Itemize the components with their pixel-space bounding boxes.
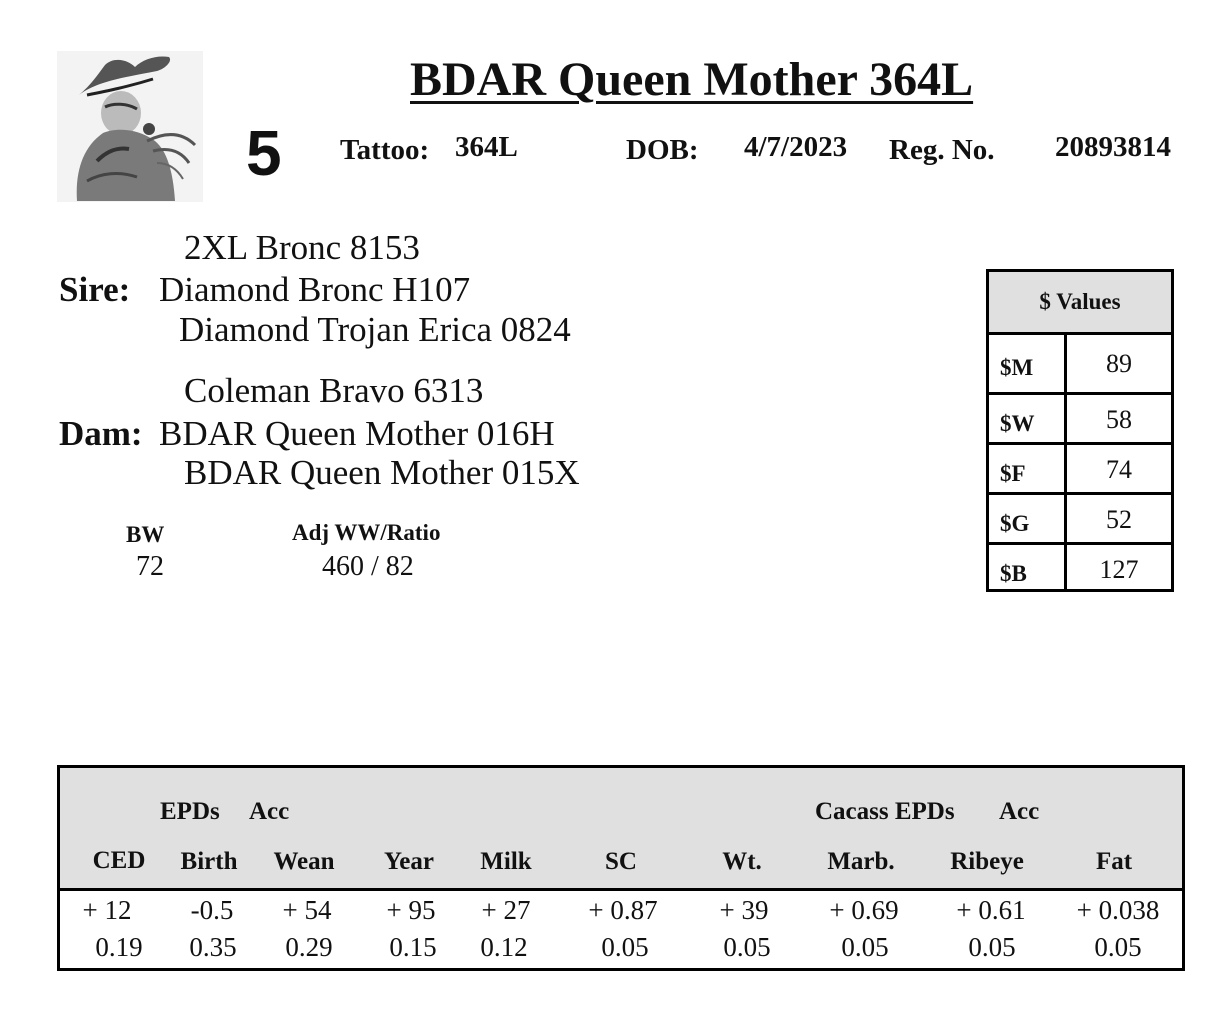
reg-no-label: Reg. No. <box>889 134 995 166</box>
epd-table-header <box>60 768 1182 891</box>
dollar-value: 89 <box>1106 349 1132 378</box>
dollar-values-title: $ Values <box>989 272 1171 335</box>
epd-col-header: Wt. <box>722 848 762 875</box>
epd-value: + 0.038 <box>1076 895 1160 925</box>
epd-value: + 54 <box>282 895 332 925</box>
epd-value: + 0.61 <box>956 895 1026 925</box>
dollar-value-row <box>989 495 1171 545</box>
epd-col-header: Year <box>384 848 434 875</box>
epd-col-header: Marb. <box>827 848 895 875</box>
epd-col-header: Birth <box>180 848 238 875</box>
tattoo-value: 364L <box>455 131 518 163</box>
dam-name: BDAR Queen Mother 016H <box>159 414 555 453</box>
bw-label: BW <box>126 522 165 547</box>
epd-accuracy: 0.12 <box>480 932 528 962</box>
dob-value: 4/7/2023 <box>744 131 848 163</box>
dollar-value: 52 <box>1106 505 1132 534</box>
epds-group-label: EPDs <box>160 798 220 825</box>
epd-value: + 39 <box>719 895 769 925</box>
epd-accuracy: 0.05 <box>841 932 889 962</box>
ranch-logo-image <box>57 51 203 202</box>
sire-label: Sire: <box>59 270 131 309</box>
dollar-value-key: $F <box>989 445 1067 492</box>
epd-value: + 0.69 <box>829 895 899 925</box>
dollar-value: 74 <box>1106 455 1132 484</box>
dollar-value-row <box>989 545 1171 589</box>
dollar-values-table <box>986 269 1174 592</box>
epd-value: + 0.87 <box>588 895 658 925</box>
dollar-value-key: $G <box>989 495 1067 542</box>
carcass-epds-group-label: Cacass EPDs <box>815 798 955 825</box>
epd-table <box>57 765 1185 971</box>
sire-name: Diamond Bronc H107 <box>159 270 471 309</box>
dollar-value-key: $M <box>989 335 1067 392</box>
dollar-value-key: $W <box>989 395 1067 442</box>
dollar-value: 58 <box>1106 405 1132 434</box>
epd-accuracy: 0.15 <box>389 932 437 962</box>
epd-col-header: SC <box>605 848 637 875</box>
epd-value: -0.5 <box>190 895 234 925</box>
tattoo-label: Tattoo: <box>340 134 430 166</box>
epd-accuracy: 0.05 <box>968 932 1016 962</box>
animal-name-title: BDAR Queen Mother 364L <box>410 53 974 106</box>
dob-label: DOB: <box>626 134 699 166</box>
sire-dam: Diamond Trojan Erica 0824 <box>179 310 571 349</box>
epd-col-header: Ribeye <box>950 848 1024 875</box>
sire-sire: 2XL Bronc 8153 <box>184 228 420 267</box>
epd-accuracy: 0.35 <box>189 932 237 962</box>
dam-sire: Coleman Bravo 6313 <box>184 371 484 410</box>
dollar-value: 127 <box>1099 555 1139 584</box>
dollar-value-key: $B <box>989 545 1067 589</box>
lot-number: 5 <box>246 117 282 189</box>
epd-value: + 95 <box>386 895 436 925</box>
epd-value: + 27 <box>481 895 531 925</box>
bw-value: 72 <box>136 551 164 582</box>
epd-col-header: Milk <box>480 848 532 875</box>
reg-no-value: 20893814 <box>1055 131 1171 163</box>
dollar-value-row <box>989 445 1171 495</box>
dam-label: Dam: <box>59 414 143 453</box>
epd-value: + 12 <box>82 895 132 925</box>
dam-dam: BDAR Queen Mother 015X <box>184 453 580 492</box>
epd-col-header: Fat <box>1095 848 1133 875</box>
epd-accuracy: 0.05 <box>723 932 771 962</box>
epd-col-header: CED <box>92 847 146 874</box>
adj-ww-label: Adj WW/Ratio <box>292 520 441 545</box>
dollar-value-row <box>989 335 1171 395</box>
epd-accuracy: 0.05 <box>601 932 649 962</box>
epd-accuracy: 0.19 <box>95 932 143 962</box>
epd-accuracy: 0.29 <box>285 932 333 962</box>
epd-col-header: Wean <box>273 848 335 875</box>
epds-acc-label: Acc <box>249 798 290 825</box>
dollar-value-row <box>989 395 1171 445</box>
adj-ww-value: 460 / 82 <box>322 551 414 582</box>
carcass-acc-label: Acc <box>999 798 1040 825</box>
epd-accuracy: 0.05 <box>1094 932 1142 962</box>
